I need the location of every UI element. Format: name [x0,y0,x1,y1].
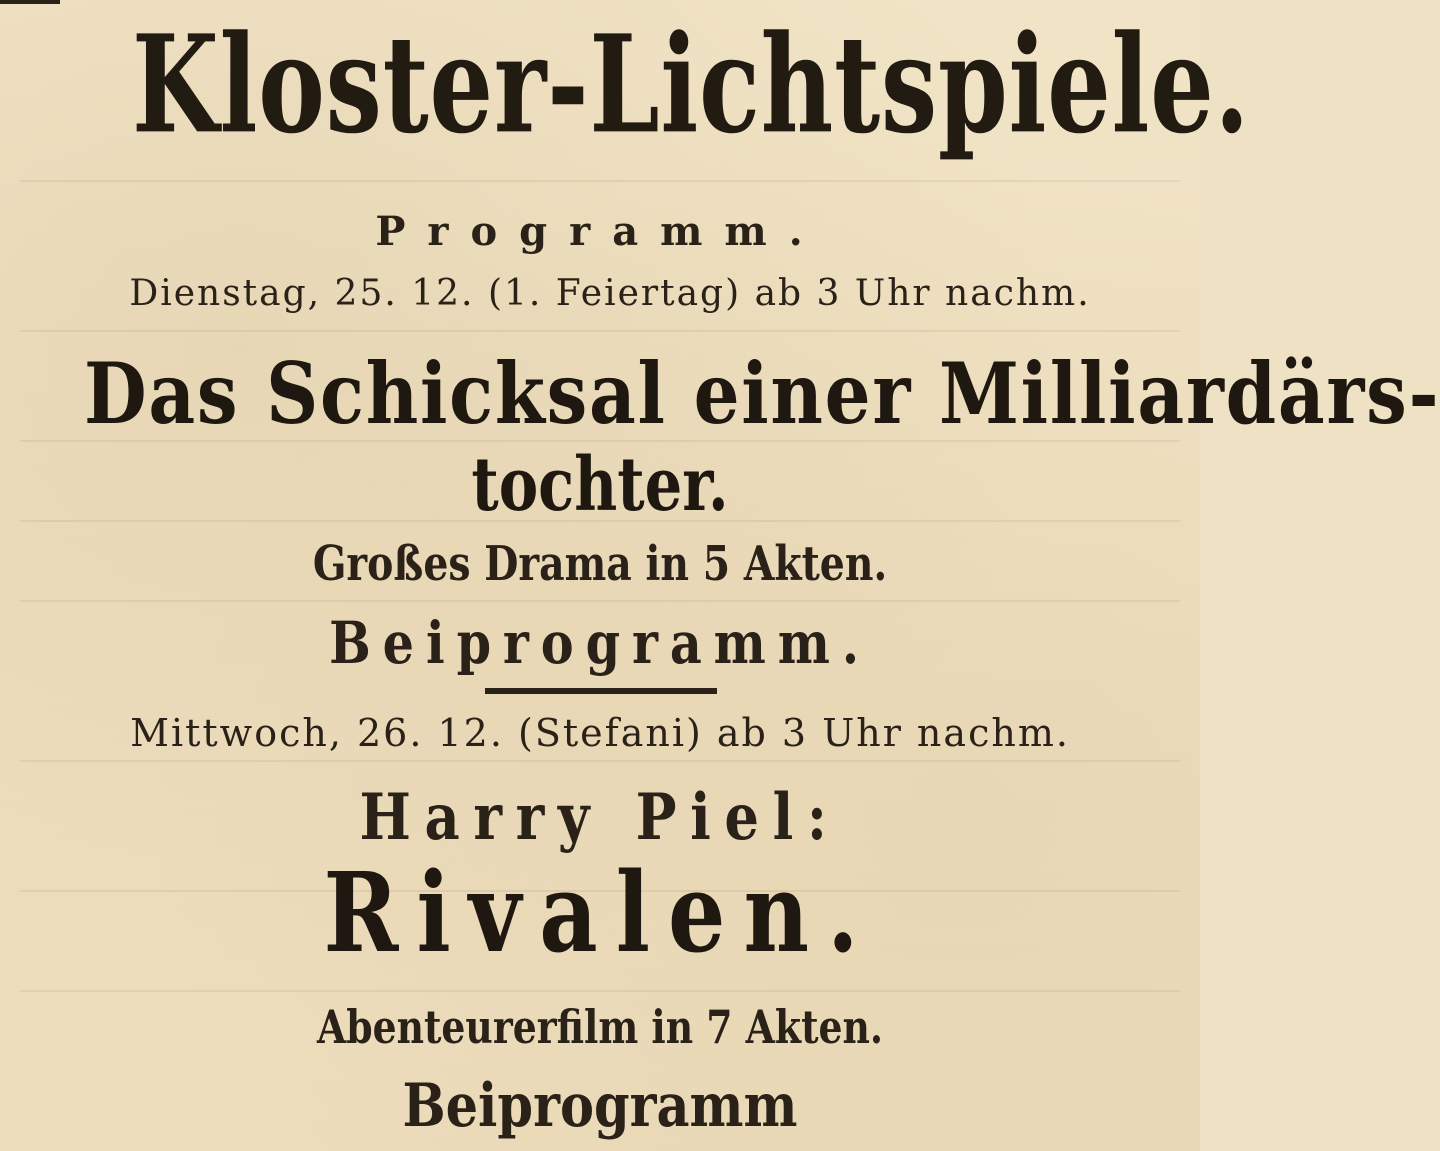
show2-actor: Harry Piel: [359,780,841,855]
show-through-line [20,330,1180,332]
show1-film-title-line1: Das Schicksal einer Milliardärs- [84,344,1440,443]
show2-genre: Abenteurerfilm in 7 Akten. [316,1000,884,1054]
show1-genre: Großes Drama in 5 Akten. [312,536,888,592]
section-divider [485,688,717,694]
edge-rule [0,0,60,4]
show1-supporting-program: Beiprogramm. [329,609,871,677]
show-through-line [20,760,1180,762]
show-through-line [20,600,1180,602]
program-heading: Programm. [375,208,825,255]
show-through-line [20,990,1180,992]
show2-supporting-program: Beiprogramm [402,1071,798,1141]
show2-film-title: Rivalen. [323,848,877,977]
show2-date: Mittwoch, 26. 12. (Stefani) ab 3 Uhr nachm. [130,711,1070,755]
cinema-title: Kloster-Lichtspiele. [132,6,1251,164]
show-through-line [20,180,1180,182]
show1-date: Dienstag, 25. 12. (1. Feiertag) ab 3 Uhr nachm. [129,273,1091,314]
show1-film-title-line2: tochter. [471,442,729,528]
